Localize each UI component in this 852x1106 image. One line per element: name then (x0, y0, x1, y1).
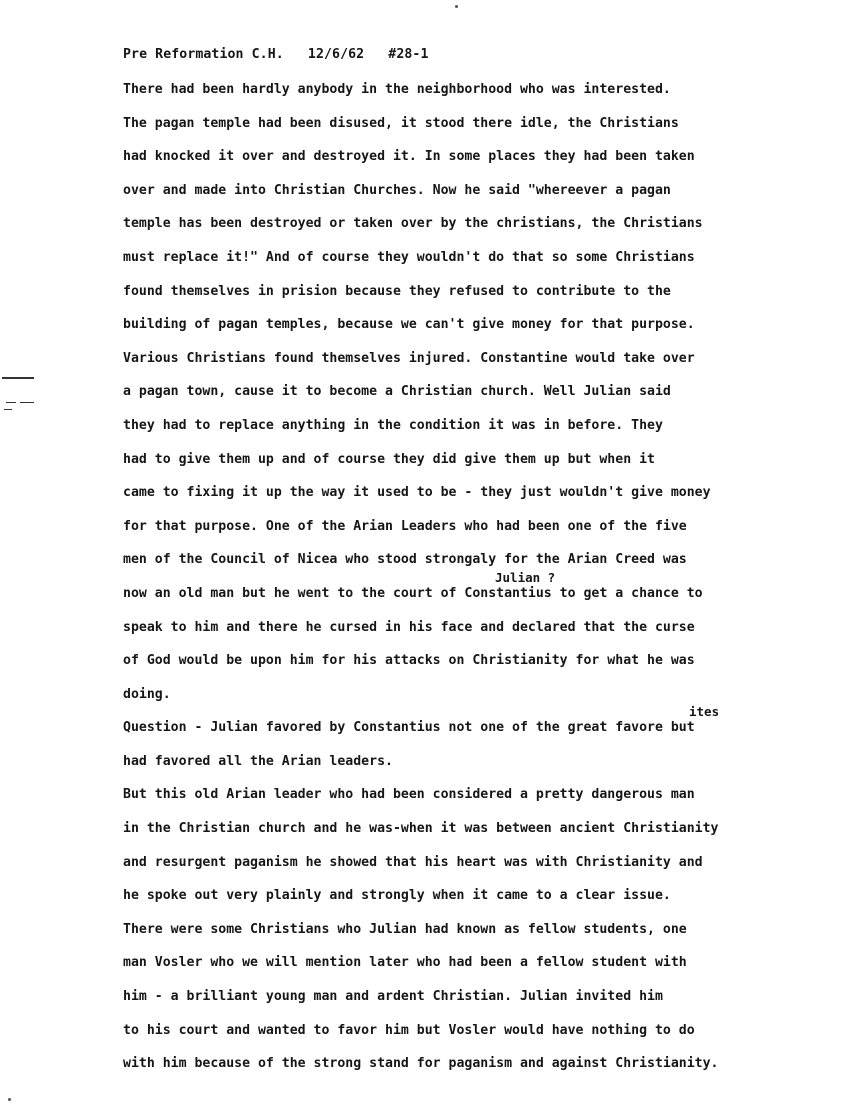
typed-insertion-ites: ites (689, 704, 720, 720)
text-line: found themselves in prision because they refused to contribute to the (123, 283, 671, 299)
text-line: building of pagan temples, because we can't give money for that purpose. (123, 317, 695, 333)
text-line: temple has been destroyed or taken over by the christians, the Christians (123, 216, 703, 232)
text-line: had knocked it over and destroyed it. In some places they had been taken (123, 149, 695, 165)
text-line: a pagan town, cause it to become a Christian church. Well Julian said (123, 384, 671, 400)
margin-mark (6, 402, 16, 403)
margin-mark (4, 409, 12, 410)
text-line: they had to replace anything in the condition it was in before. They (123, 417, 663, 433)
text-line: over and made into Christian Churches. Now he said "whereever a pagan (123, 182, 671, 198)
text-line: and resurgent paganism he showed that his heart was with Christianity and (123, 854, 703, 870)
text-line: doing. (123, 686, 171, 702)
text-line: There had been hardly anybody in the neighborhood who was interested. (123, 82, 671, 97)
text-line: in the Christian church and he was-when it was between ancient Christianity (123, 821, 719, 837)
text-line: came to fixing it up the way it used to be - they just wouldn't give money (123, 485, 711, 501)
text-line: to his court and wanted to favor him but Vosler would have nothing to do (123, 1022, 695, 1038)
text-line: for that purpose. One of the Arian Leaders who had been one of the five (123, 518, 687, 534)
text-line: The pagan temple had been disused, it stood there idle, the Christians (123, 115, 679, 131)
scan-speck (8, 1098, 11, 1101)
page-header: Pre Reformation C.H. 12/6/62 #28-1 (123, 47, 429, 62)
text-line: Question - Julian favored by Constantius not one of the great favore but (123, 720, 695, 736)
text-line: he spoke out very plainly and strongly when it came to a clear issue. (123, 888, 671, 904)
text-line: There were some Christians who Julian had known as fellow students, one (123, 921, 687, 937)
text-line: with him because of the strong stand for paganism and against Christianity. (123, 1056, 719, 1072)
text-line-with-insertion (123, 569, 843, 619)
text-line: now an old man but he went to the court of Constantius to get a chance to (123, 585, 703, 601)
document-body (123, 81, 843, 1089)
text-line: men of the Council of Nicea who stood strongaly for the Arian Creed was (123, 552, 687, 568)
handwritten-insertion-julian: Julian ? (495, 569, 556, 585)
scan-speck (455, 5, 458, 8)
text-line-with-insertion (123, 704, 843, 753)
margin-mark (20, 402, 34, 403)
text-line: of God would be upon him for his attacks on Christianity for what he was (123, 653, 695, 669)
text-line: him - a brilliant young man and ardent Christian. Julian invited him (123, 989, 663, 1005)
text-line: man Vosler who we will mention later who had been a fellow student with (123, 955, 687, 971)
text-line: had to give them up and of course they did give them up but when it (123, 451, 655, 467)
text-line: must replace it!" And of course they wouldn't do that so some Christians (123, 249, 695, 265)
text-line: But this old Arian leader who had been considered a pretty dangerous man (123, 787, 695, 803)
text-line: had favored all the Arian leaders. (123, 753, 393, 769)
margin-mark (2, 377, 34, 379)
text-line: Various Christians found themselves injured. Constantine would take over (123, 350, 695, 366)
text-line: speak to him and there he cursed in his face and declared that the curse (123, 619, 695, 635)
